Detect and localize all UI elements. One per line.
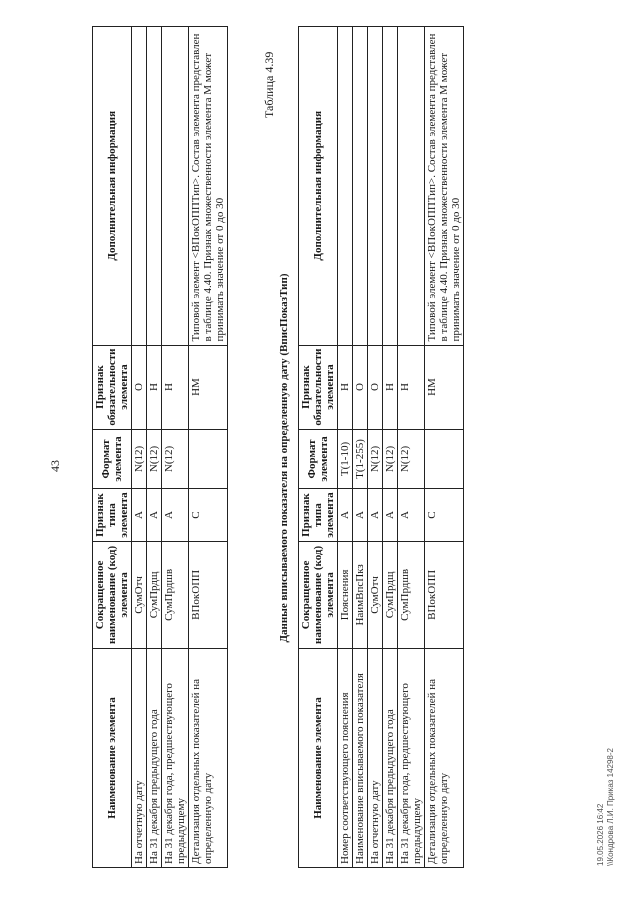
table-row xyxy=(162,27,189,868)
stamp-date: 19.05.2026 16:42 xyxy=(596,803,605,866)
header-required: Признак обязательности элемента xyxy=(299,345,338,429)
cell-code: СумОтч xyxy=(368,541,383,648)
cell-required: Н xyxy=(147,345,162,429)
table-row xyxy=(353,27,368,868)
cell-info xyxy=(338,27,353,346)
cell-name: Детализация отдельных показателей на определенную дату xyxy=(425,649,464,868)
cell-format: N(12) xyxy=(132,429,147,489)
cell-info xyxy=(132,27,147,346)
print-stamp xyxy=(596,748,616,866)
table-row xyxy=(189,27,228,868)
element-table-2 xyxy=(298,26,464,868)
cell-type: С xyxy=(189,489,228,541)
header-required: Признак обязательности элемента xyxy=(93,345,132,429)
header-name: Наименование элемента xyxy=(299,649,338,868)
header-format: Формат элемента xyxy=(93,429,132,489)
cell-info xyxy=(383,27,398,346)
cell-type: С xyxy=(425,489,464,541)
table-row xyxy=(338,27,353,868)
cell-code: НаимВпсПкз xyxy=(353,541,368,648)
cell-name: На 31 декабря года, предшествующего предыдущему xyxy=(162,649,189,868)
table-row xyxy=(132,27,147,868)
table-title: Данные вписываемого показателя на определенную дату (ВписПоказТип) xyxy=(278,273,290,643)
cell-info xyxy=(147,27,162,346)
cell-required: О xyxy=(353,345,368,429)
cell-type: А xyxy=(398,489,425,541)
table-row xyxy=(147,27,162,868)
cell-info: Типовой элемент <ВПокОППТип>. Состав элемента представлен в таблице 4.40. Признак множественности элемента М может принимать значение от 0 до 30 xyxy=(189,27,228,346)
cell-type: А xyxy=(383,489,398,541)
cell-format: N(12) xyxy=(398,429,425,489)
cell-required: Н xyxy=(398,345,425,429)
header-name: Наименование элемента xyxy=(93,649,132,868)
cell-type: А xyxy=(147,489,162,541)
cell-required: О xyxy=(132,345,147,429)
element-table-1 xyxy=(92,26,228,868)
cell-format: N(12) xyxy=(383,429,398,489)
cell-name: На отчетную дату xyxy=(368,649,383,868)
cell-format xyxy=(189,429,228,489)
cell-name: На 31 декабря предыдущего года xyxy=(147,649,162,868)
table-row xyxy=(425,27,464,868)
cell-info xyxy=(162,27,189,346)
cell-name: Детализация отдельных показателей на определенную дату xyxy=(189,649,228,868)
cell-name: Номер соответствующего пояснения xyxy=(338,649,353,868)
cell-code: СумПрдшв xyxy=(162,541,189,648)
header-code: Сокращенное наименование (код) элемента xyxy=(299,541,338,648)
cell-info xyxy=(353,27,368,346)
cell-code: Пояснения xyxy=(338,541,353,648)
header-info: Дополнительная информация xyxy=(93,27,132,346)
cell-info xyxy=(398,27,425,346)
cell-name: На 31 декабря предыдущего года xyxy=(383,649,398,868)
cell-format: T(1-10) xyxy=(338,429,353,489)
cell-type: А xyxy=(162,489,189,541)
cell-code: СумПрдшв xyxy=(398,541,425,648)
cell-format: N(12) xyxy=(368,429,383,489)
page-number: 43 xyxy=(48,460,62,472)
cell-type: А xyxy=(338,489,353,541)
table-header-row xyxy=(299,27,338,868)
cell-format: T(1-255) xyxy=(353,429,368,489)
cell-required: Н xyxy=(383,345,398,429)
cell-name: На отчетную дату xyxy=(132,649,147,868)
cell-format: N(12) xyxy=(162,429,189,489)
cell-required: НМ xyxy=(189,345,228,429)
cell-code: СумПрдщ xyxy=(383,541,398,648)
cell-code: ВПокОПП xyxy=(425,541,464,648)
cell-format xyxy=(425,429,464,489)
cell-name: Наименование вписываемого показателя xyxy=(353,649,368,868)
cell-info xyxy=(368,27,383,346)
cell-code: СумПрдщ xyxy=(147,541,162,648)
header-type: Признак типа элемента xyxy=(93,489,132,541)
header-format: Формат элемента xyxy=(299,429,338,489)
header-info: Дополнительная информация xyxy=(299,27,338,346)
header-type: Признак типа элемента xyxy=(299,489,338,541)
stamp-author: \\Кондрова Л.И. Приказ 14298-2 xyxy=(606,748,615,866)
header-code: Сокращенное наименование (код) элемента xyxy=(93,541,132,648)
cell-required: НМ xyxy=(425,345,464,429)
table-caption: Таблица 4.39 xyxy=(262,51,276,118)
table-row xyxy=(368,27,383,868)
cell-info: Типовой элемент <ВПокОППТип>. Состав элемента представлен в таблице 4.40. Признак множественности элемента М может принимать значение от 0 до 30 xyxy=(425,27,464,346)
cell-required: О xyxy=(368,345,383,429)
cell-required: Н xyxy=(338,345,353,429)
table-row xyxy=(398,27,425,868)
cell-format: N(12) xyxy=(147,429,162,489)
cell-name: На 31 декабря года, предшествующего предыдущему xyxy=(398,649,425,868)
table-row xyxy=(383,27,398,868)
cell-code: ВПокОПП xyxy=(189,541,228,648)
cell-required: Н xyxy=(162,345,189,429)
cell-code: СумОтч xyxy=(132,541,147,648)
cell-type: А xyxy=(368,489,383,541)
cell-type: А xyxy=(132,489,147,541)
table-header-row xyxy=(93,27,132,868)
cell-type: А xyxy=(353,489,368,541)
